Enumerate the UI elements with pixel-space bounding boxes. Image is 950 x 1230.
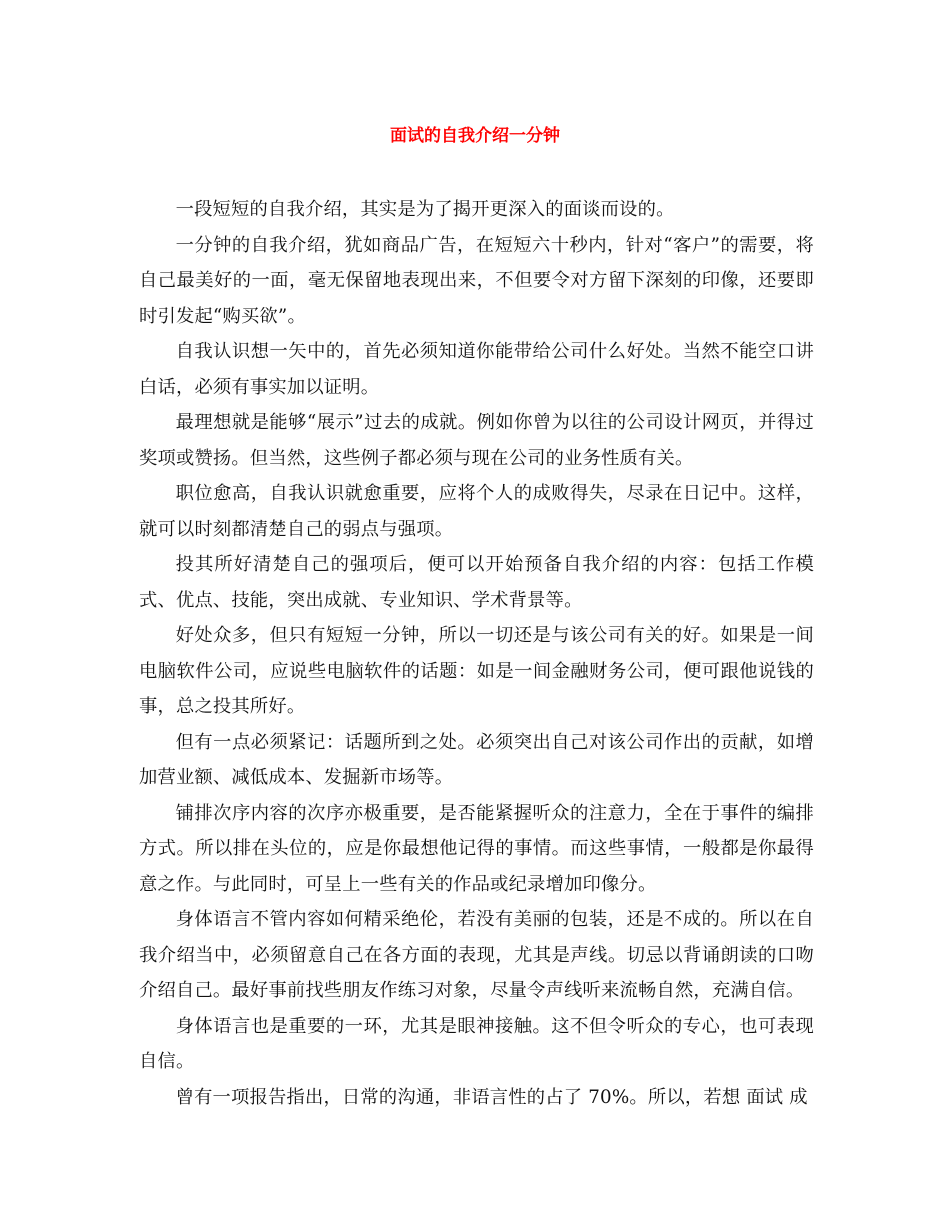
paragraph-2: 一分钟的自我介绍，犹如商品广告，在短短六十秒内，针对“客户”的需要，将自己最美好的一面，毫无保留地表现出来，不但要令对方留下深刻的印像，还要即时引发起“购买欲”。 [139,234,814,327]
paragraph-11: 身体语言也是重要的一环，尤其是眼神接触。这不但令听众的专心，也可表现自信。 [139,1015,814,1072]
paragraph-10: 身体语言不管内容如何精采绝伦，若没有美丽的包装，还是不成的。所以在自我介绍当中，必须留意自己在各方面的表现，尤其是声线。切忌以背诵朗读的口吻介绍自己。最好事前找些朋友作练习对象，尽量令声线听来流畅自然，充满自信。 [139,909,814,1001]
document-title: 面试的自我介绍一分钟 [390,126,560,146]
paragraph-5: 职位愈高，自我认识就愈重要，应将个人的成败得失，尽录在日记中。这样，就可以时刻都清楚自己的弱点与强项。 [139,483,814,540]
paragraph-8: 但有一点必须紧记：话题所到之处。必须突出自己对该公司作出的贡献，如增加营业额、减低成本、发掘新市场等。 [139,731,814,788]
paragraph-4: 最理想就是能够“展示”过去的成就。例如你曾为以往的公司设计网页，并得过奖项或赞扬。但当然，这些例子都必须与现在公司的业务性质有关。 [139,412,814,469]
paragraph-3: 自我认识想一矢中的，首先必须知道你能带给公司什么好处。当然不能空口讲白话，必须有事实加以证明。 [139,341,814,398]
paragraph-6: 投其所好清楚自己的强项后，便可以开始预备自我介绍的内容：包括工作模式、优点、技能，突出成就、专业知识、学术背景等。 [139,554,814,611]
paragraph-1: 一段短短的自我介绍，其实是为了揭开更深入的面谈而设的。 [175,199,675,220]
document-body [139,192,814,1115]
paragraph-7: 好处众多，但只有短短一分钟，所以一切还是与该公司有关的好。如果是一间电脑软件公司，应说些电脑软件的话题：如是一间金融财务公司，便可跟他说钱的事，总之投其所好。 [139,625,814,717]
paragraph-9: 铺排次序内容的次序亦极重要，是否能紧握听众的注意力，全在于事件的编排方式。所以排在头位的，应是你最想他记得的事情。而这些事情，一般都是你最得意之作。与此同时，可呈上一些有关的作品或纪录增加印像分。 [139,802,814,895]
paragraph-12: 曾有一项报告指出，日常的沟通，非语言性的占了 70%。所以，若想 面试 成 [175,1086,808,1108]
